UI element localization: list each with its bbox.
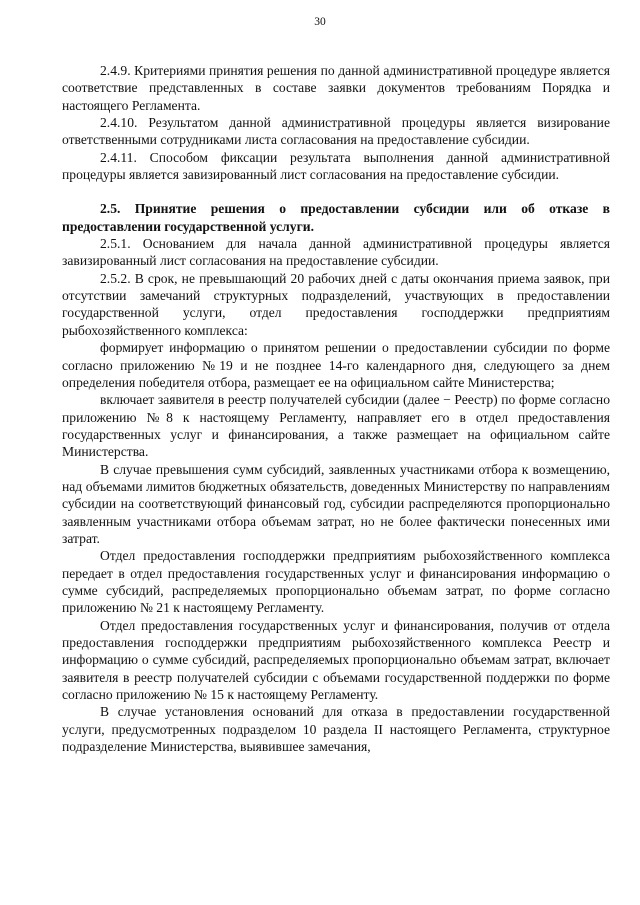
- page-number: 30: [314, 16, 326, 28]
- paragraph-2-4-9: 2.4.9. Критериями принятия решения по данной административной процедуре является соответствие представленных в составе заявки документов требованиям Порядка и настоящего Регламента.: [62, 63, 610, 113]
- paragraph-dept-transfers: Отдел предоставления господдержки предприятиям рыбохозяйственного комплекса передает в отдел предоставления государственных услуг и финансирования информацию о сумме субсидий, распределяемых пропорционально объемам затрат, по форме согласно приложению № 21 к настоящему Регламенту.: [62, 548, 610, 616]
- paragraph-2-5-1: 2.5.1. Основанием для начала данной административной процедуры является завизированный лист согласования на предоставление субсидии.: [62, 236, 610, 269]
- paragraph-2-5-2: 2.5.2. В срок, не превышающий 20 рабочих дней с даты окончания приема заявок, при отсутствии замечаний структурных подразделений, участвующих в предоставлении государственной услуги, отдел предоставления господдержки предприятиям рыбохозяйственного комплекса:: [62, 270, 610, 338]
- paragraph-dept-receives: Отдел предоставления государственных услуг и финансирования, получив от отдела предоставления господдержки предприятиям рыбохозяйственного комплекса Реестр и информацию о сумме субсидий, распределяемых пропорционально объемам затрат, включает заявителя в реестр получателей субсидии с объемами государственной поддержки по форме согласно приложению № 15 к настоящему Регламенту.: [62, 617, 610, 703]
- document-body: [62, 62, 610, 755]
- paragraph-2-4-11: 2.4.11. Способом фиксации результата выполнения данной административной процедуры является завизированный лист согласования на предоставление субсидии.: [62, 149, 610, 183]
- paragraph-refusal: В случае установления оснований для отказа в предоставлении государственной услуги, предусмотренных подразделом 10 раздела II настоящего Регламента, структурное подразделение Министерства, выявившее замечания,: [62, 704, 610, 755]
- paragraph-2-4-10: 2.4.10. Результатом данной административной процедуры является визирование ответственными сотрудниками листа согласования на предоставление субсидии.: [62, 115, 610, 148]
- paragraph-forms-info: формирует информацию о принятом решении о предоставлении субсидии по форме согласно приложению №19 и не позднее 14-го календарного дня, следующего за днем определения победителя отбора, размещает ее на официальном сайте Министерства;: [62, 340, 610, 390]
- paragraph-subsidy-excess: В случае превышения сумм субсидий, заявленных участниками отбора к возмещению, над объемами лимитов бюджетных обязательств, доведенных Министерству по направлениям субсидии на соответствующий финансовый год, субсидии распределяются пропорционально заявленным участниками отбора объемам затрат, но не более фактически понесенных ими затрат.: [62, 461, 610, 546]
- section-heading-2-5: 2.5. Принятие решения о предоставлении субсидии или об отказе в предоставлении государственной услуги.: [62, 201, 610, 234]
- paragraph-includes-registry: включает заявителя в реестр получателей субсидии (далее − Реестр) по форме согласно приложению №8 к настоящему Регламенту, направляет его в отдел предоставления государственных услуг и финансирования, а также размещает на официальном сайте Министерства.: [62, 392, 610, 460]
